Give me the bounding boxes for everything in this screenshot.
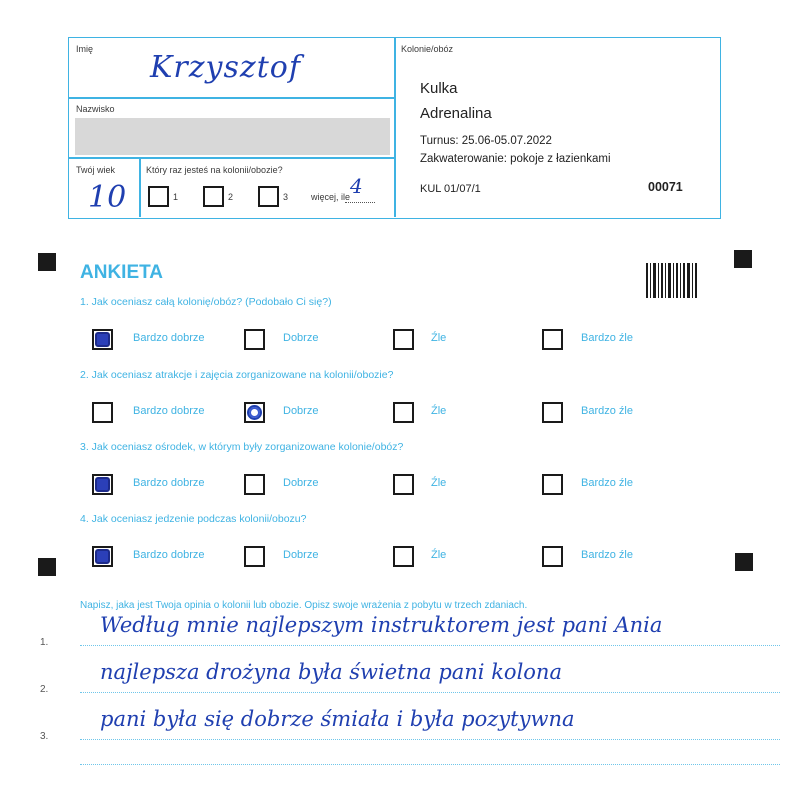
question-3-option-3-label: Źle bbox=[431, 477, 447, 489]
question-1-option-4-checkbox[interactable] bbox=[542, 329, 563, 350]
question-2-option-4-label: Bardzo źle bbox=[581, 405, 633, 417]
more-value[interactable]: 4 bbox=[350, 174, 363, 198]
question-3-text: 3. Jak oceniasz ośrodek, w którym były zorganizowane kolonie/obóz? bbox=[80, 441, 404, 453]
visits-question: Który raz jesteś na kolonii/obozie? bbox=[146, 165, 283, 175]
question-3-option-2-label: Dobrze bbox=[283, 477, 319, 489]
visit-checkbox-1[interactable] bbox=[148, 186, 169, 207]
question-2-option-2-label: Dobrze bbox=[283, 405, 319, 417]
question-2-text: 2. Jak oceniasz atrakcje i zajęcia zorganizowane na kolonii/obozie? bbox=[80, 369, 394, 381]
header-divider-vertical bbox=[394, 37, 396, 217]
accommodation-line bbox=[420, 153, 611, 165]
opinion-dotline-1 bbox=[80, 645, 780, 646]
visit-option-3: 3 bbox=[283, 192, 289, 202]
question-3-option-4-checkbox[interactable] bbox=[542, 474, 563, 495]
question-4-option-1-checkbox[interactable] bbox=[92, 546, 113, 567]
opinion-line-3-text[interactable]: pani była się dobrze śmiała i była pozytywna bbox=[100, 707, 575, 731]
header-divider-1 bbox=[68, 97, 395, 99]
barcode-icon bbox=[646, 263, 698, 298]
question-2-option-1-label: Bardzo dobrze bbox=[133, 405, 205, 417]
visit-option-1: 1 bbox=[173, 192, 179, 202]
question-4-option-3-label: Źle bbox=[431, 549, 447, 561]
opinion-dotline-2 bbox=[80, 692, 780, 693]
turnus-line bbox=[420, 135, 552, 147]
accommodation-label: Zakwaterowanie: bbox=[420, 153, 507, 165]
age-value[interactable]: 10 bbox=[88, 180, 127, 215]
camp-subname: Adrenalina bbox=[420, 105, 492, 122]
question-4-option-4-label: Bardzo źle bbox=[581, 549, 633, 561]
question-4-option-1-label: Bardzo dobrze bbox=[133, 549, 205, 561]
more-dotline bbox=[345, 202, 375, 203]
question-1-option-4-label: Bardzo źle bbox=[581, 332, 633, 344]
accommodation-value: pokoje z łazienkami bbox=[510, 153, 611, 165]
visit-checkbox-2[interactable] bbox=[203, 186, 224, 207]
question-2-option-3-checkbox[interactable] bbox=[393, 402, 414, 423]
question-3-option-4-label: Bardzo źle bbox=[581, 477, 633, 489]
age-label: Twój wiek bbox=[76, 165, 116, 175]
camp-code: KUL 01/07/1 bbox=[420, 183, 481, 195]
registration-mark-top-right bbox=[734, 250, 752, 268]
question-2-option-1-checkbox[interactable] bbox=[92, 402, 113, 423]
turnus-value: 25.06-05.07.2022 bbox=[461, 135, 552, 147]
question-2-option-4-checkbox[interactable] bbox=[542, 402, 563, 423]
question-4-option-2-label: Dobrze bbox=[283, 549, 319, 561]
question-4-text: 4. Jak oceniasz jedzenie podczas kolonii/obozu? bbox=[80, 513, 307, 525]
question-1-option-1-label: Bardzo dobrze bbox=[133, 332, 205, 344]
registration-mark-top-left bbox=[38, 253, 56, 271]
question-1-option-3-checkbox[interactable] bbox=[393, 329, 414, 350]
question-4-option-2-checkbox[interactable] bbox=[244, 546, 265, 567]
visit-option-2: 2 bbox=[228, 192, 234, 202]
question-1-option-2-checkbox[interactable] bbox=[244, 329, 265, 350]
question-2-option-3-label: Źle bbox=[431, 405, 447, 417]
opinion-line-2-text[interactable]: najlepsza drożyna była świetna pani kolona bbox=[100, 660, 562, 684]
header-divider-age bbox=[139, 157, 141, 217]
question-4-option-3-checkbox[interactable] bbox=[393, 546, 414, 567]
name-label: Imię bbox=[76, 44, 94, 54]
survey-title: ANKIETA bbox=[80, 262, 164, 283]
opinion-line-number-3: 3. bbox=[40, 731, 49, 742]
question-3-option-3-checkbox[interactable] bbox=[393, 474, 414, 495]
question-2-option-2-checkbox[interactable] bbox=[244, 402, 265, 423]
camp-label: Kolonie/obóz bbox=[401, 44, 454, 54]
camp-name: Kulka bbox=[420, 80, 458, 97]
form-number: 00071 bbox=[648, 180, 683, 194]
registration-mark-bottom-left bbox=[38, 558, 56, 576]
question-3-option-1-label: Bardzo dobrze bbox=[133, 477, 205, 489]
turnus-label: Turnus: bbox=[420, 135, 459, 147]
question-1-option-1-checkbox[interactable] bbox=[92, 329, 113, 350]
question-1-option-2-label: Dobrze bbox=[283, 332, 319, 344]
name-value[interactable]: Krzysztof bbox=[150, 50, 301, 85]
question-1-option-3-label: Źle bbox=[431, 332, 447, 344]
opinion-line-number-1: 1. bbox=[40, 637, 49, 648]
opinion-dotline-3 bbox=[80, 739, 780, 740]
question-1-text: 1. Jak oceniasz całą kolonię/obóz? (Podobało Ci się?) bbox=[80, 296, 332, 308]
question-3-option-2-checkbox[interactable] bbox=[244, 474, 265, 495]
opinion-prompt: Napisz, jaka jest Twoja opinia o kolonii lub obozie. Opisz swoje wrażenia z pobytu w trzech zdaniach. bbox=[80, 600, 528, 611]
visit-checkbox-3[interactable] bbox=[258, 186, 279, 207]
question-4-option-4-checkbox[interactable] bbox=[542, 546, 563, 567]
opinion-line-number-2: 2. bbox=[40, 684, 49, 695]
question-3-option-1-checkbox[interactable] bbox=[92, 474, 113, 495]
header-divider-2 bbox=[68, 157, 395, 159]
registration-mark-bottom-right bbox=[735, 553, 753, 571]
surname-redaction bbox=[75, 118, 390, 155]
opinion-line-1-text[interactable]: Według mnie najlepszym instruktorem jest pani Ania bbox=[100, 613, 663, 637]
more-label: więcej, ile bbox=[311, 192, 351, 202]
surname-label: Nazwisko bbox=[76, 104, 115, 114]
opinion-dotline-extra bbox=[80, 764, 780, 765]
